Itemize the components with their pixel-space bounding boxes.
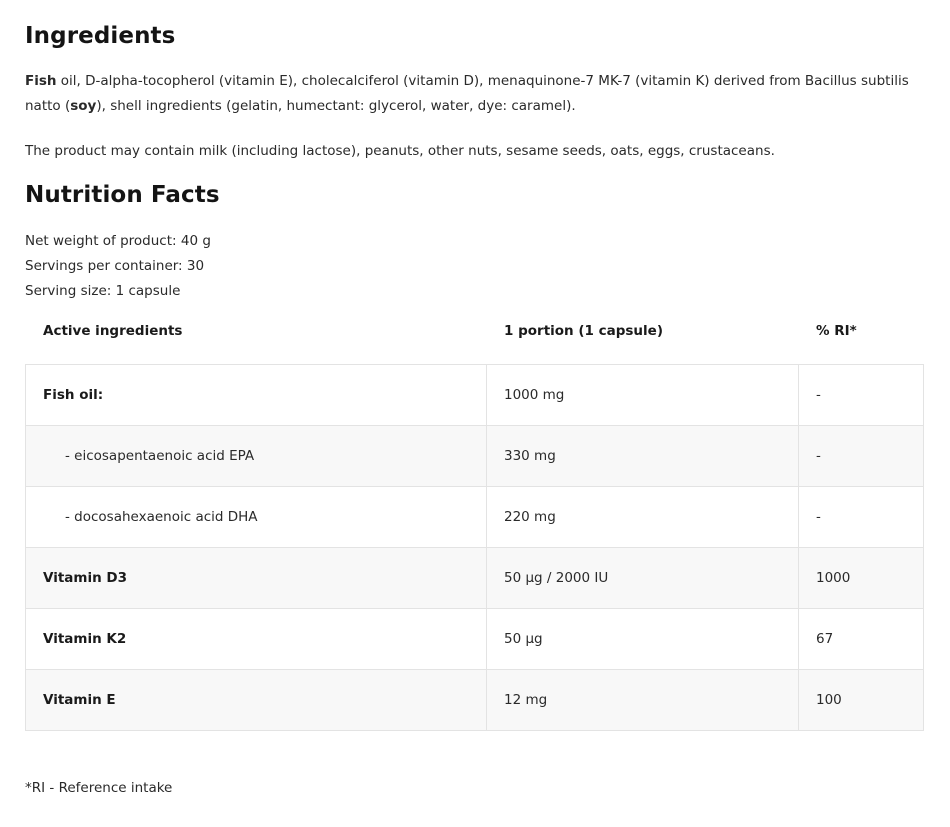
header-portion: 1 portion (1 capsule) xyxy=(504,323,663,339)
table-row xyxy=(26,670,924,731)
allergen-text: The product may contain milk (including lactose), peanuts, other nuts, sesame seeds, oats, eggs, crustaceans. xyxy=(25,143,775,159)
row-portion: 330 mg xyxy=(487,426,799,487)
row-ri: - xyxy=(799,426,924,487)
ingredients-text-part: oil, D-alpha-tocopherol (vitamin E), cholecalciferol (vitamin D), menaquinone-7 MK-7 (vitamin K) derived from Bacillus subtilis natto ( xyxy=(25,73,909,114)
ri-footnote: *RI - Reference intake xyxy=(25,780,173,796)
ingredients-heading: Ingredients xyxy=(25,23,176,49)
row-ri: - xyxy=(799,487,924,548)
header-active-ingredients: Active ingredients xyxy=(43,323,183,339)
ingredients-bold-soy: soy xyxy=(70,98,97,114)
row-ri: 1000 xyxy=(799,548,924,609)
table-row xyxy=(26,548,924,609)
row-portion: 50 µg / 2000 IU xyxy=(487,548,799,609)
servings-per-container: Servings per container: 30 xyxy=(25,258,205,274)
ingredients-text xyxy=(25,69,915,119)
row-name: Vitamin D3 xyxy=(26,548,487,609)
table-row xyxy=(26,609,924,670)
row-ri: 67 xyxy=(799,609,924,670)
nutrition-table xyxy=(25,364,924,731)
row-portion: 12 mg xyxy=(487,670,799,731)
row-portion: 50 µg xyxy=(487,609,799,670)
row-ri: - xyxy=(799,365,924,426)
ingredients-text-end: ), shell ingredients (gelatin, humectant: glycerol, water, dye: caramel). xyxy=(96,98,576,114)
row-name: Vitamin K2 xyxy=(26,609,487,670)
table-row xyxy=(26,365,924,426)
table-row xyxy=(26,487,924,548)
row-portion: 1000 mg xyxy=(487,365,799,426)
serving-size: Serving size: 1 capsule xyxy=(25,283,181,299)
row-name: Fish oil: xyxy=(26,365,487,426)
row-name: Vitamin E xyxy=(26,670,487,731)
row-ri: 100 xyxy=(799,670,924,731)
row-name: - docosahexaenoic acid DHA xyxy=(26,487,487,548)
row-name: - eicosapentaenoic acid EPA xyxy=(26,426,487,487)
ingredients-bold-fish: Fish xyxy=(25,73,57,89)
net-weight: Net weight of product: 40 g xyxy=(25,233,211,249)
row-portion: 220 mg xyxy=(487,487,799,548)
table-row xyxy=(26,426,924,487)
nutrition-heading: Nutrition Facts xyxy=(25,182,220,208)
header-ri: % RI* xyxy=(816,323,857,339)
